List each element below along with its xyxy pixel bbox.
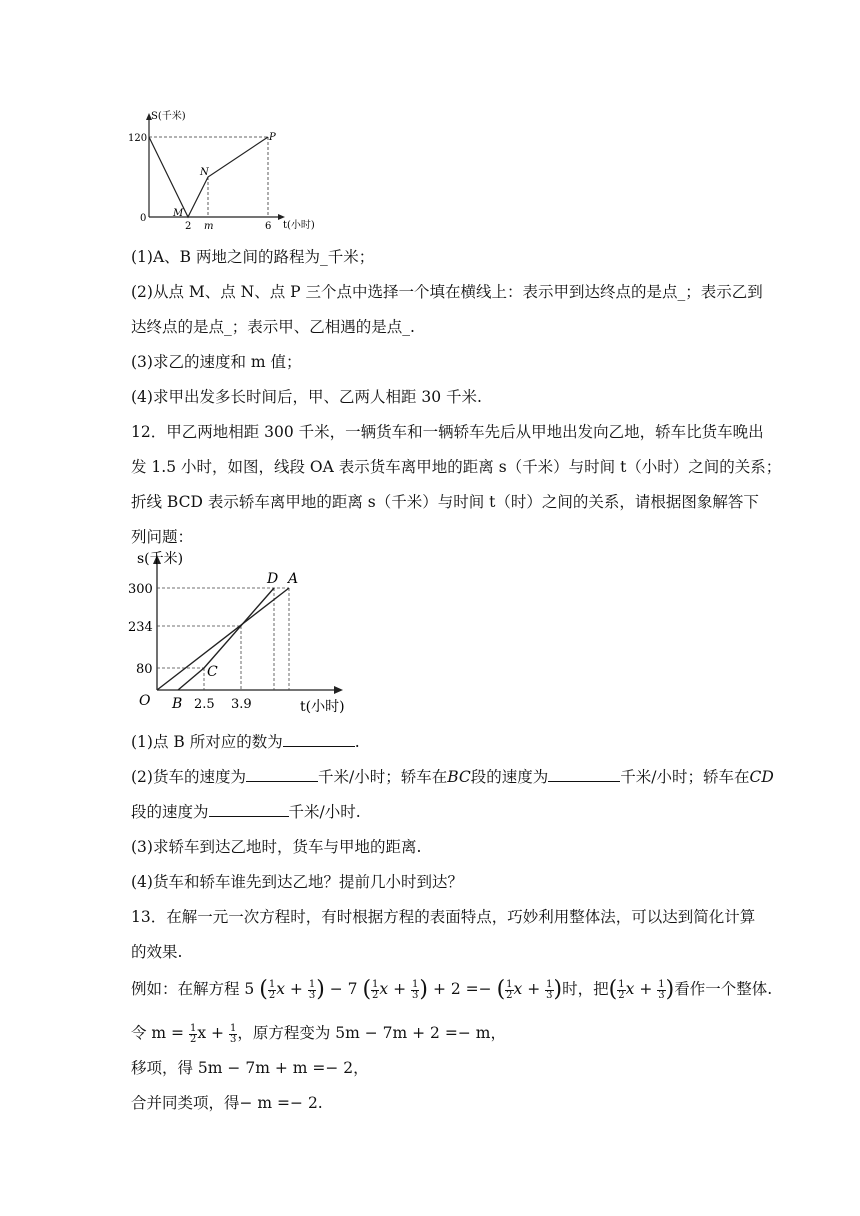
q2-part2-text-f: 千米/小时.: [288, 803, 361, 821]
problem12-line1: 12．甲乙两地相距 300 千米，一辆货车和一辆轿车先后从甲地出发向乙地，轿车比货车晚出: [131, 423, 764, 441]
q2-part2-segment-bc: BC: [447, 768, 471, 786]
chart2-origin: O: [139, 693, 151, 709]
answer-blank: [283, 732, 355, 747]
fraction-denominator: 3: [546, 989, 553, 1001]
q2-part1: [131, 732, 360, 752]
q2-part1-text: (1)点 B 所对应的数为: [131, 733, 283, 751]
q1-part2-line2: 达终点的是点_；表示甲、乙相遇的是点_.: [131, 318, 415, 336]
fraction-one-third: [308, 980, 316, 1001]
let-text-3: ，原方程变为 5m − 7m + 2 =− m，: [237, 1024, 506, 1042]
plus-sign: +: [393, 980, 407, 998]
var-x: x: [513, 980, 523, 998]
chart2-xtick-2-5: 2.5: [194, 697, 215, 712]
chart2-xtick-3-9: 3.9: [231, 697, 252, 712]
fraction-numerator: 1: [372, 978, 379, 990]
fraction-numerator: 1: [618, 978, 625, 990]
plus-sign: +: [527, 980, 541, 998]
var-x: x: [276, 980, 285, 998]
fraction-denominator: 3: [308, 989, 316, 1001]
plus-sign: +: [289, 980, 303, 998]
fraction-numerator: 1: [658, 978, 665, 990]
q2-part2-text-a: (2)货车的速度为: [131, 768, 246, 786]
distance-time-chart-2: [128, 546, 368, 718]
move-terms-line: 移项，得 5m − 7m + m =− 2，: [131, 1059, 369, 1077]
chart1-ylabel: S(千米): [151, 111, 186, 122]
q2-part2-text-e: 段的速度为: [131, 803, 209, 821]
paren-open: (: [608, 977, 618, 1002]
q2-part2-segment-cd: CD: [749, 768, 774, 786]
q2-part2-text-c: 段的速度为: [470, 768, 549, 786]
fraction-numerator: 1: [546, 978, 553, 990]
q2-part2-text-d: 千米/小时；轿车在: [620, 768, 750, 786]
fraction-denominator: 3: [412, 989, 419, 1001]
problem12-line2: 发 1.5 小时，如图，线段 OA 表示货车离甲地的距离 s（千米）与时间 t（小时）之间的关系；: [131, 458, 782, 476]
chart2-xlabel: t(小时): [300, 699, 345, 715]
fraction-one-third: [545, 980, 553, 1001]
problem12-line4: 列问题：: [131, 528, 194, 546]
chart2-series-bcd: [178, 588, 274, 690]
q2-part3: (3)求轿车到达乙地时，货车与甲地的距离.: [131, 838, 422, 856]
chart1-point-n: N: [200, 167, 209, 178]
chart1-origin: 0: [140, 213, 147, 224]
paren-close: ): [665, 977, 675, 1002]
q1-part4: (4)求甲出发多长时间后，甲、乙两人相距 30 千米.: [131, 388, 482, 406]
example-text-1: 例如：在解方程 5: [131, 980, 255, 998]
chart2-ytick-234: 234: [128, 620, 153, 635]
chart1-point-m: M: [173, 208, 184, 219]
chart1-ytick-120: 120: [128, 133, 148, 144]
chart2-series-oa: [157, 588, 289, 690]
chart1-xtick-m: m: [204, 221, 214, 232]
paren-close: ): [419, 977, 429, 1002]
let-text-1: 令 m =: [131, 1024, 185, 1042]
answer-blank: [548, 767, 620, 782]
fraction-denominator: 3: [229, 1033, 237, 1045]
fraction-numerator: 1: [229, 1022, 237, 1034]
answer-blank: [209, 802, 289, 817]
example-text-3: + 2 =−: [432, 980, 492, 998]
q2-part4: (4)货车和轿车谁先到达乙地？提前几小时到达？: [131, 873, 463, 891]
paren-open: (: [362, 977, 372, 1002]
chart1-xlabel: t(小时): [283, 220, 315, 231]
chart2-point-c: C: [207, 664, 218, 680]
chart2-x-arrow: [334, 686, 343, 694]
example-text-2: − 7: [329, 980, 358, 998]
plus-sign: +: [639, 980, 653, 998]
fraction-numerator: 1: [268, 978, 276, 990]
var-x: x: [625, 980, 635, 998]
problem13-line2: 的效果.: [131, 943, 183, 961]
problem12-line3: 折线 BCD 表示轿车离甲地的距离 s（千米）与时间 t（时）之间的关系，请根据图象解答下: [131, 493, 759, 511]
paren-open: (: [259, 977, 268, 1002]
fraction-one-half: [268, 980, 276, 1001]
fraction-denominator: 2: [189, 1033, 197, 1045]
fraction-one-half: [505, 980, 513, 1001]
problem13-line1: 13．在解一元一次方程时，有时根据方程的表面特点，巧妙利用整体法，可以达到简化计算: [131, 908, 756, 926]
fraction-denominator: 2: [506, 989, 513, 1001]
chart2-point-d: D: [267, 571, 279, 587]
fraction-one-third: [657, 980, 665, 1001]
fraction-denominator: 2: [372, 989, 379, 1001]
combine-terms-line: 合并同类项，得− m =− 2.: [131, 1094, 323, 1112]
fraction-one-half: [617, 980, 625, 1001]
q1-part3: (3)求乙的速度和 m 值；: [131, 353, 302, 371]
fraction-denominator: 3: [658, 989, 665, 1001]
let-text-2: x +: [197, 1024, 225, 1042]
fraction-denominator: 2: [268, 989, 276, 1001]
chart2-ytick-300: 300: [128, 582, 153, 597]
chart2-ytick-80: 80: [136, 662, 153, 677]
example-equation: [131, 974, 772, 1004]
q2-part2-line1: [131, 767, 774, 787]
paren-close: ): [316, 977, 325, 1002]
example-text-4: 时，把: [562, 980, 609, 998]
chart2-xtick-b: B: [172, 696, 183, 712]
q2-part2-line2: [131, 802, 361, 822]
fraction-numerator: 1: [506, 978, 513, 990]
q1-part1: (1)A、B 两地之间的路程为_千米；: [131, 248, 375, 266]
fraction-numerator: 1: [412, 978, 419, 990]
fraction-numerator: 1: [189, 1022, 197, 1034]
distance-time-chart-1: [120, 105, 340, 235]
example-text-5: 看作一个整体.: [674, 980, 773, 998]
chart1-xtick-2: 2: [185, 221, 192, 232]
chart1-xtick-6: 6: [265, 221, 272, 232]
q2-part1-period: .: [354, 733, 360, 751]
paren-open: (: [496, 977, 506, 1002]
q2-part2-text-b: 千米/小时；轿车在: [317, 768, 448, 786]
chart2-point-a: A: [288, 571, 299, 587]
fraction-numerator: 1: [308, 978, 316, 990]
paren-close: ): [553, 977, 563, 1002]
substitution-line: [131, 1018, 506, 1048]
answer-blank: [246, 767, 318, 782]
fraction-denominator: 2: [618, 989, 625, 1001]
chart1-point-p: P: [269, 132, 276, 143]
var-x: x: [379, 980, 389, 998]
q1-part2-line1: (2)从点 M、点 N、点 P 三个点中选择一个填在横线上：表示甲到达终点的是点_；表示乙到: [131, 283, 763, 301]
chart2-ylabel: s(千米): [137, 551, 184, 567]
